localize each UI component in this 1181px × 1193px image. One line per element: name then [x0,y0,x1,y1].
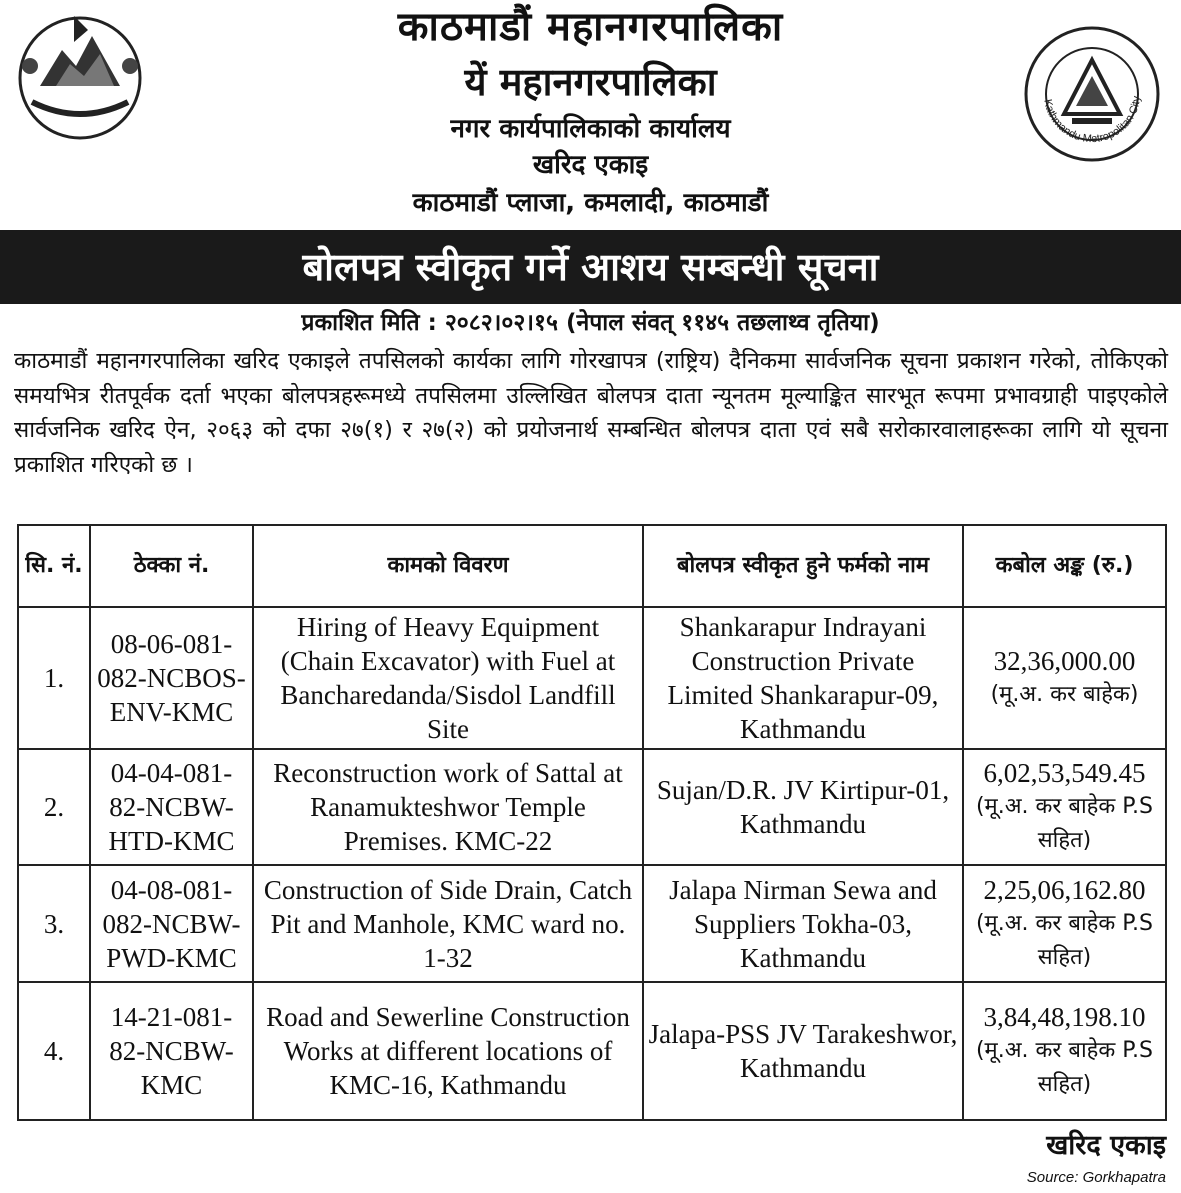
amount-note: (मू.अ. कर बाहेक) [990,682,1139,707]
cell-contract-no: 08-06-081-082-NCBOS-ENV-KMC [90,607,253,749]
table-row [18,865,1166,982]
header-firm: बोलपत्र स्वीकृत हुने फर्मको नाम [643,525,963,607]
municipality-name: काठमाडौं महानगरपालिका [397,4,784,50]
amount-note: (मू.अ. कर बाहेक P.S सहित) [975,1038,1154,1097]
cell-firm: Shankarapur Indrayani Construction Private Limited Shankarapur-09, Kathmandu [643,607,963,749]
published-date: प्रकाशित मिति : २०८२।०२।१५ (नेपाल संवत् ११४५ तछलाथ्व तृतिया) [301,310,880,336]
cell-description: Construction of Side Drain, Catch Pit and Manhole, KMC ward no. 1-32 [253,865,643,982]
amount-value: 3,84,48,198.10 [983,1002,1146,1032]
cell-amount [963,865,1166,982]
cell-firm: Jalapa-PSS JV Tarakeshwor, Kathmandu [643,982,963,1120]
award-table [17,524,1167,1121]
source-credit: Source: Gorkhapatra [1026,1169,1166,1186]
cell-description: Reconstruction work of Sattal at Ranamukteshwor Temple Premises. KMC-22 [253,749,643,865]
amount-note: (मू.अ. कर बाहेक P.S सहित) [975,794,1154,853]
amount-value: 32,36,000.00 [993,646,1136,676]
seal-text: Kathmandu Metropolitan City [1041,95,1143,146]
cell-amount [963,749,1166,865]
municipality-name-newari: यें महानगरपालिका [464,60,717,104]
table-row [18,749,1166,865]
cell-serial: 2. [18,749,90,865]
table-row [18,607,1166,749]
cell-description: Hiring of Heavy Equipment (Chain Excavator) with Fuel at Bancharedanda/Sisdol Landfill Site [253,607,643,749]
cell-contract-no: 04-04-081-82-NCBW-HTD-KMC [90,749,253,865]
office-name: नगर कार्यपालिकाको कार्यालय [450,114,731,144]
cell-contract-no: 14-21-081-82-NCBW-KMC [90,982,253,1120]
notice-title-banner: बोलपत्र स्वीकृत गर्ने आशय सम्बन्धी सूचना [0,230,1181,304]
office-address: काठमाडौं प्लाजा, कमलादी, काठमाडौं [412,188,769,218]
notice-header [0,0,1181,228]
cell-firm: Jalapa Nirman Sewa and Suppliers Tokha-03, Kathmandu [643,865,963,982]
header-description: कामको विवरण [253,525,643,607]
table-header-row [18,525,1166,607]
header-serial: सि. नं. [18,525,90,607]
amount-value: 6,02,53,549.45 [983,758,1146,788]
cell-description: Road and Sewerline Construction Works at different locations of KMC-16, Kathmandu [253,982,643,1120]
table-row [18,982,1166,1120]
cell-contract-no: 04-08-081-082-NCBW-PWD-KMC [90,865,253,982]
notice-body: काठमाडौं महानगरपालिका खरिद एकाइले तपसिलको कार्यका लागि गोरखापत्र (राष्ट्रिय) दैनिकमा सार्वजनिक सूचना प्रकाशन गरेको, तोकिएको समयभित्र रीतपूर्वक दर्ता भएका बोलपत्रहरूमध्ये तपसिलमा उल्लिखित बोलपत्र दाता न्यूनतम मूल्याङ्कित सारभूत रूपमा प्रभावग्राही पाइएकोले सार्वजनिक खरिद ऐन, २०६३ को दफा २७(१) र २७(२) को प्रयोजनार्थ सम्बन्धित बोलपत्र दाता एवं सबै सरोकारवालाहरूका लागि यो सूचना प्रकाशित गरिएको छ । [14,348,1168,478]
kmc-seal-icon [1022,24,1162,164]
cell-serial: 1. [18,607,90,749]
cell-amount [963,607,1166,749]
cell-firm: Sujan/D.R. JV Kirtipur-01, Kathmandu [643,749,963,865]
procurement-unit: खरिद एकाइ [532,150,649,180]
cell-serial: 4. [18,982,90,1120]
amount-note: (मू.अ. कर बाहेक P.S सहित) [975,910,1154,970]
footer-procurement-unit: खरिद एकाइ [1046,1130,1166,1161]
amount-value: 2,25,06,162.80 [983,874,1146,905]
cell-amount [963,982,1166,1120]
header-contract-no: ठेक्का नं. [90,525,253,607]
header-amount: कबोल अङ्क (रु.) [963,525,1166,607]
cell-serial: 3. [18,865,90,982]
